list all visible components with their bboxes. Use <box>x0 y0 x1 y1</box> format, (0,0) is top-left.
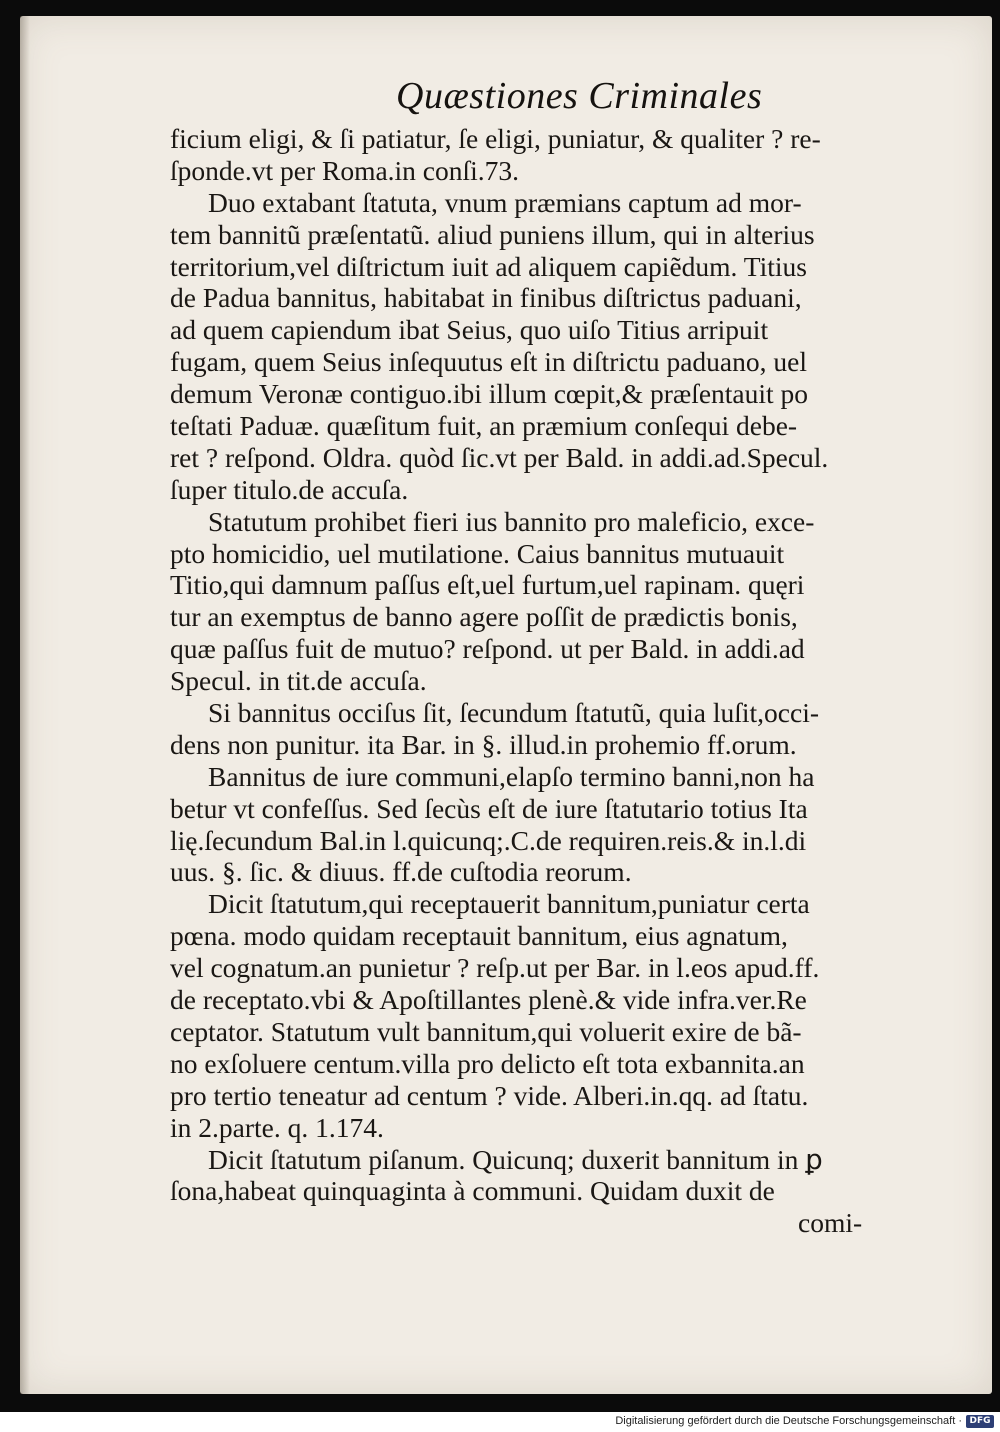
text-line: ad quem capiendum ibat Seius, quo uiſo Titius arripuit <box>170 314 769 346</box>
text-line: lię.ſecundum Bal.in l.quicunq;.C.de requiren.reis.& in.l.di <box>170 824 807 856</box>
page-gutter-shadow <box>20 16 30 1394</box>
text-line: ficium eligi, & ſi patiatur, ſe eligi, puniatur, & qualiter ? re- <box>170 123 821 154</box>
text-line: vel cognatum.an punietur ? reſp.ut per Bar. in l.eos apud.ff. <box>170 952 820 984</box>
body-text <box>170 123 942 1239</box>
text-line: ceptator. Statutum vult bannitum,qui voluerit exire de bã- <box>170 1015 802 1047</box>
text-line: pto homicidio, uel mutilatione. Caius bannitus mutuauit <box>170 537 785 569</box>
text-line: ſuper titulo.de accuſa. <box>170 473 409 505</box>
text-line: pœna. modo quidam receptauit bannitum, eius agnatum, <box>170 920 788 952</box>
text-line: quæ paſſus fuit de mutuo? reſpond. ut per Bald. in addi.ad <box>170 633 805 665</box>
text-line: Dicit ſtatutum piſanum. Quicunq; duxerit bannitum in ꝑ <box>208 1143 823 1175</box>
text-line: territorium,vel diſtrictum iuit ad aliquem capiẽdum. Titius <box>170 250 807 282</box>
dfg-logo-icon: DFG <box>966 1415 994 1428</box>
text-line: Si bannitus occiſus ſit, ſecundum ſtatutũ, quia luſit,occi- <box>208 697 820 729</box>
text-line: tem bannitũ præſentatũ. aliud puniens illum, qui in alterius <box>170 218 815 250</box>
text-line: ret ? reſpond. Oldra. quòd ſic.vt per Bald. in addi.ad.Specul. <box>170 441 829 473</box>
text-line: de receptato.vbi & Apoſtillantes plenè.& vide infra.ver.Re <box>170 984 807 1016</box>
running-head: Quæstiones Criminales <box>396 75 763 117</box>
text-line: de Padua bannitus, habitabat in finibus diſtrictus paduani, <box>170 282 802 314</box>
catchword: comi- <box>798 1207 863 1239</box>
text-line: dens non punitur. ita Bar. in §. illud.in prohemio ff.orum. <box>170 728 797 760</box>
text-line: ſona,habeat quinquaginta à communi. Quidam duxit de <box>170 1175 775 1207</box>
text-line: pro tertio teneatur ad centum ? vide. Alberi.in.qq. ad ſtatu. <box>170 1079 809 1111</box>
text-line: Specul. in tit.de accuſa. <box>170 665 427 697</box>
text-line: Duo extabant ſtatuta, vnum præmians captum ad mor- <box>208 186 802 218</box>
text-line: Titio,qui damnum paſſus eſt,uel furtum,uel rapinam. quęri <box>170 569 805 601</box>
text-line: ſponde.vt per Roma.in conſi.73. <box>170 154 520 186</box>
text-line: betur vt confeſſus. Sed ſecùs eſt de iure ſtatutario totius Ita <box>170 792 808 824</box>
text-line: Statutum prohibet fieri ius bannito pro maleficio, exce- <box>208 505 815 537</box>
footer-bar <box>0 1412 1000 1432</box>
text-line: in 2.parte. q. 1.174. <box>170 1111 384 1143</box>
text-line: demum Veronæ contiguo.ibi illum cœpit,& præſentauit po <box>170 378 809 410</box>
text-line: Bannitus de iure communi,elapſo termino banni,non ha <box>208 760 815 792</box>
text-line: uus. §. ſic. & diuus. ff.de cuſtodia reorum. <box>170 856 632 888</box>
text-line: Dicit ſtatutum,qui receptauerit bannitum,puniatur certa <box>208 888 810 920</box>
text-line: tur an exemptus de banno agere poſſit de prædictis bonis, <box>170 601 798 633</box>
funding-credit: Digitalisierung gefördert durch die Deutsche Forschungsgemeinschaft · <box>615 1415 962 1427</box>
text-line: teſtati Paduæ. quæſitum fuit, an præmium conſequi debe- <box>170 410 798 442</box>
text-line: fugam, quem Seius inſequutus eſt in diſtrictu paduano, uel <box>170 346 807 378</box>
text-line: no exſoluere centum.villa pro delicto eſt tota exbannita.an <box>170 1047 805 1079</box>
